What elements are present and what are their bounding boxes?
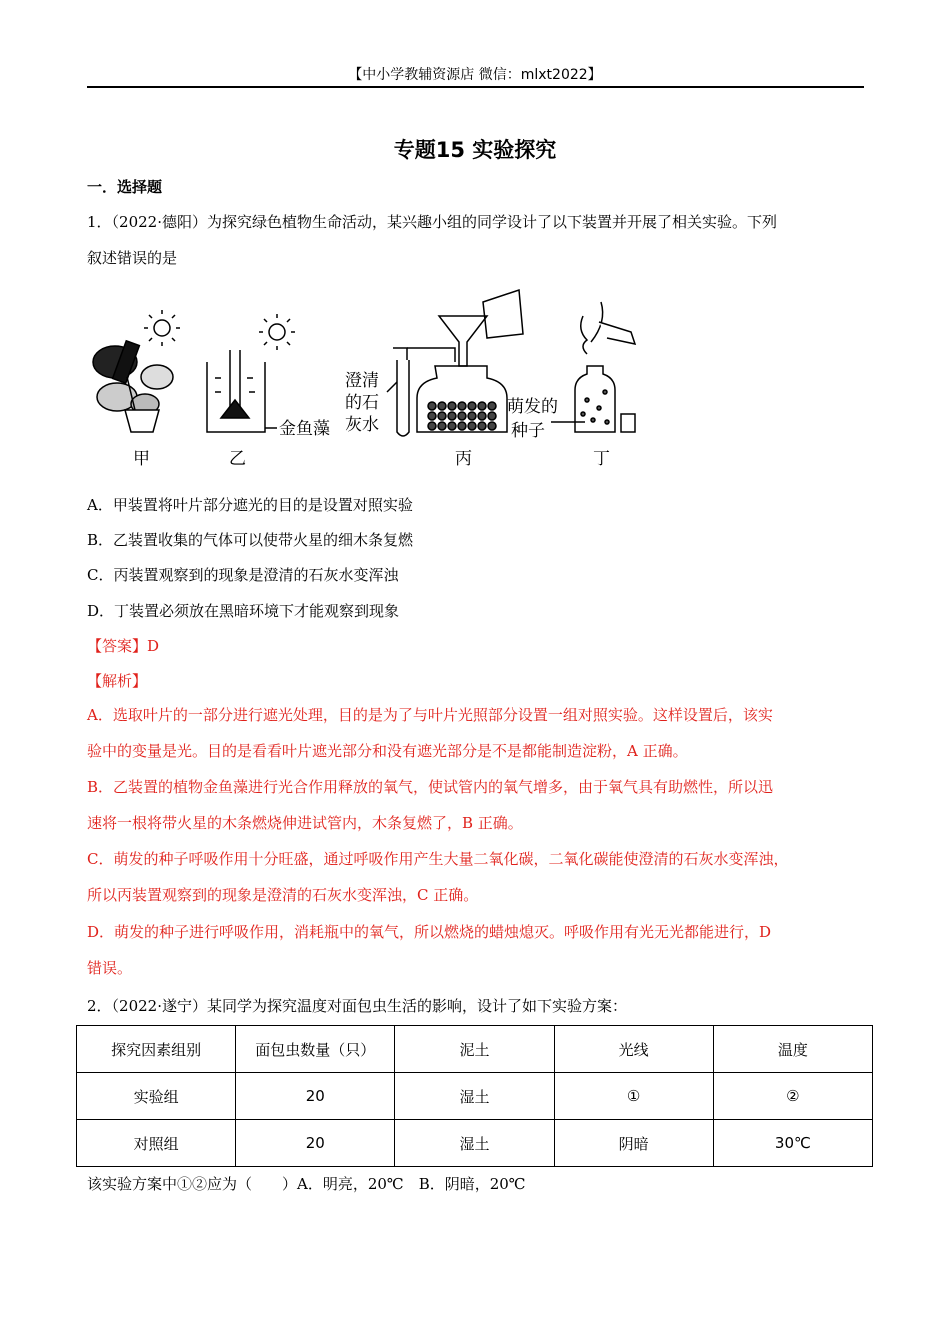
label-limewater-1: 澄清 (345, 371, 379, 391)
page-title: 专题15 实验探究 (393, 138, 557, 162)
table-cell: 30℃ (713, 1120, 872, 1167)
sun-icon (259, 314, 295, 350)
option-c: C．丙装置观察到的现象是澄清的石灰水变浑浊 (87, 566, 399, 584)
analysis-a-line2: 验中的变量是光。目的是看看叶片遮光部分和没有遮光部分是不是都能制造淀粉，A 正确。 (87, 742, 688, 760)
beaker-icon (207, 350, 277, 432)
plant-icon (93, 341, 173, 432)
seeds-icon (428, 402, 496, 430)
table-cell: ② (713, 1073, 872, 1120)
section-heading: 一．选择题 (87, 178, 163, 196)
analysis-b (87, 769, 865, 841)
label-yi: 乙 (229, 449, 246, 469)
experiment-table (76, 1025, 873, 1167)
question-2-followup: 该实验方案中①②应为（ ）A．明亮，20℃ B．阴暗，20℃ (87, 1175, 526, 1193)
question-1-stem (87, 204, 865, 276)
table-cell: 阴暗 (554, 1120, 713, 1167)
table-header-cell: 探究因素组别 (77, 1026, 236, 1073)
table-header-cell: 温度 (713, 1026, 872, 1073)
analysis-c-line2: 所以丙装置观察到的现象是澄清的石灰水变浑浊，C 正确。 (87, 886, 479, 904)
table-header-cell: 光线 (554, 1026, 713, 1073)
label-limewater-2: 的石 (345, 393, 379, 413)
analysis-b-line2: 速将一根将带火星的木条燃烧伸进试管内，木条复燃了，B 正确。 (87, 814, 523, 832)
label-seeds-1: 萌发的 (507, 397, 558, 417)
sun-icon (144, 310, 180, 346)
label-seeds-2: 种子 (511, 421, 545, 441)
analysis-d-line1: D．萌发的种子进行呼吸作用，消耗瓶中的氧气，所以燃烧的蜡烛熄灭。呼吸作用有光无光都能进行，D (87, 923, 772, 941)
analysis-label: 【解析】 (87, 672, 148, 690)
table-cell: 实验组 (77, 1073, 236, 1120)
table-cell: ① (554, 1073, 713, 1120)
experiment-figure (87, 282, 647, 472)
question-2-stem: 2．（2022·遂宁）某同学为探究温度对面包虫生活的影响，设计了如下实验方案： (87, 997, 627, 1015)
question-1-stem-line1: 1．（2022·德阳）为探究绿色植物生命活动，某兴趣小组的同学设计了以下装置并开展了相关实验。下列 (87, 213, 777, 231)
analysis-a-line1: A．选取叶片的一部分进行遮光处理，目的是为了与叶片光照部分设置一组对照实验。这样设置后，该实 (87, 706, 773, 724)
table-row (77, 1120, 873, 1167)
table-cell: 对照组 (77, 1120, 236, 1167)
table-row (77, 1073, 873, 1120)
label-limewater-3: 灰水 (345, 415, 379, 435)
candle-jar-icon (575, 302, 635, 432)
analysis-d (87, 914, 865, 986)
table-header-cell: 泥土 (395, 1026, 554, 1073)
table-header-row (77, 1026, 873, 1073)
label-goldfish-weed: 金鱼藻 (279, 419, 330, 439)
table-cell: 湿土 (395, 1120, 554, 1167)
label-bing: 丙 (455, 449, 472, 469)
option-d: D．丁装置必须放在黑暗环境下才能观察到现象 (87, 602, 400, 620)
table-cell: 湿土 (395, 1073, 554, 1120)
page-header: 【中小学教辅资源店 微信：mlxt2022】 (348, 67, 602, 83)
analysis-c (87, 841, 865, 913)
analysis-b-line1: B．乙装置的植物金鱼藻进行光合作用释放的氧气，使试管内的氧气增多，由于氧气具有助燃性，所以迅 (87, 778, 774, 796)
question-1-stem-line2: 叙述错误的是 (87, 249, 178, 267)
table-cell: 20 (236, 1073, 395, 1120)
label-jia: 甲 (133, 449, 150, 469)
analysis-d-line2: 错误。 (87, 959, 133, 977)
table-header-cell: 面包虫数量（只） (236, 1026, 395, 1073)
analysis-c-line1: C．萌发的种子呼吸作用十分旺盛，通过呼吸作用产生大量二氧化碳，二氧化碳能使澄清的石灰水变浑浊， (87, 850, 789, 868)
table-cell: 20 (236, 1120, 395, 1167)
answer: 【答案】D (87, 637, 160, 655)
header-divider (87, 86, 864, 88)
option-a: A．甲装置将叶片部分遮光的目的是设置对照实验 (87, 496, 413, 514)
analysis-a (87, 697, 865, 769)
label-ding: 丁 (593, 449, 610, 469)
option-b: B．乙装置收集的气体可以使带火星的细木条复燃 (87, 531, 414, 549)
